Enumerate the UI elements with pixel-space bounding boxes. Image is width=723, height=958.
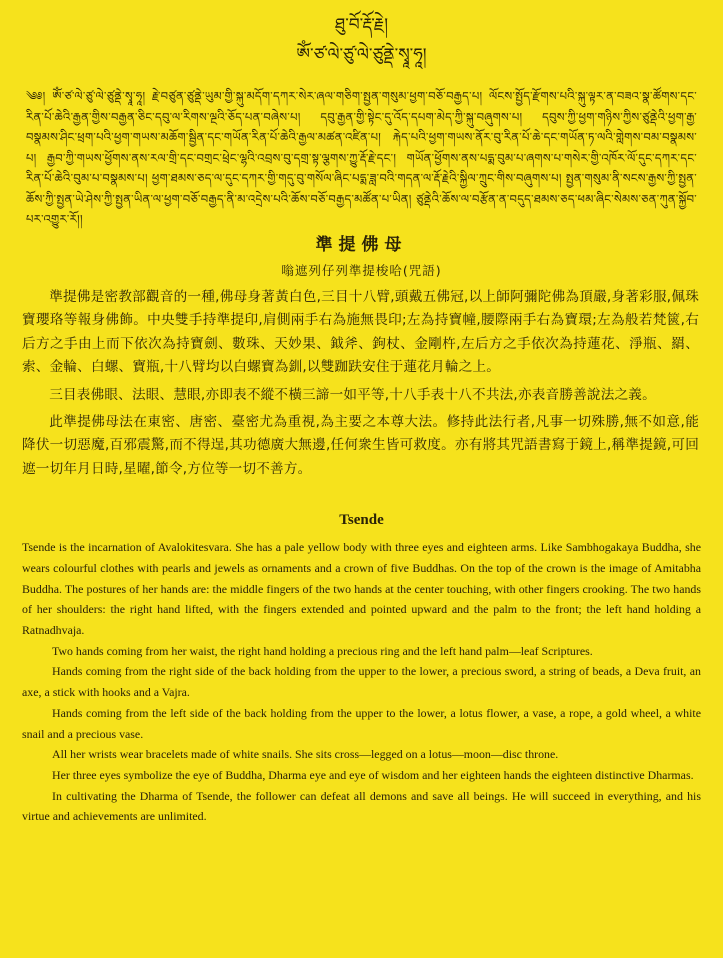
english-paragraph: Hands coming from the left side of the back holding from the upper to the lower, a lotus flower, a vase, a rope, a gold wheel, a white snail and a precious vase.: [22, 705, 701, 741]
chinese-paragraph: 三目表佛眼、法眼、慧眼,亦即表不縱不橫三諦一如平等,十八手表十八不共法,亦表音勝善說法之義。: [49, 386, 656, 403]
chinese-mantra: 嗡遮列仔列準提梭哈(咒語): [281, 263, 442, 278]
chinese-paragraph: 此準提佛母法在東密、唐密、臺密尤為重視,為主要之本尊大法。修持此法行者,凡事一切殊勝,無不如意,能降伏一切惡魔,百邪震驚,而不得逞,其功德廣大無邊,任何衆生皆可救度。亦有將其咒語書寫于鏡上,稱準提鏡,可回遮一切年月日時,星曜,節令,方位等一切不善方。: [22, 414, 699, 477]
chinese-title: 準提佛母: [315, 235, 408, 255]
tibetan-mantra: ཨོཾ་ཙ་ལེ་ཙུ་ལེ་ཙུནྡེ་སྭཱ་ཧཱ།: [296, 45, 427, 65]
tibetan-title: ཐུ་བོ་རྡོ་རྗེ།: [334, 15, 389, 35]
english-paragraph: Two hands coming from her waist, the right hand holding a precious ring and the left hand palm—leaf Scriptures.: [52, 643, 593, 658]
english-paragraph: Her three eyes symbolize the eye of Buddha, Dharma eye and eye of wisdom and her eighteen hands the eighteen distinctive Dharmas.: [52, 767, 694, 782]
english-paragraph: In cultivating the Dharma of Tsende, the follower can defeat all demons and save all beings. He will succeed in everything, and his virtue and achievements are unlimited.: [22, 788, 701, 824]
english-paragraph: Tsende is the incarnation of Avalokitesvara. She has a pale yellow body with three eyes and eighteen arms. Like Sambhogakaya Buddha, she wears colourful clothes with pearls and jewels as ornaments and a crown of five Buddhas. On the top of the crown is the image of Amitabha Buddha. The postures of her hands are: the middle fingers of the two hands at the center touching, with other fingers crooking. The two hands of her shoulders: the right hand lifted, with the fingers extended and pointed upward and the palm to the front; the left hand holding a Ratnadhvaja.: [22, 540, 701, 638]
english-title: Tsende: [339, 512, 384, 529]
chinese-body: [22, 286, 699, 481]
tibetan-body: ༄༅། ཨོཾ་ཙ་ལེ་ཙུ་ལེ་ཙུནྡེ་སྭཱ་ཧཱ། རྗེ་བཙུན་ཙུནྡེ་ཡུམ་གྱི་སྐུ་མདོག་དཀར་སེར་ཞལ་གཅིག་སྤྱན་གསུམ་ཕྱག་བཅོ་བརྒྱད་པ། ལོངས་སྤྱོད་རྫོགས་པའི་སྐུ་ལྟར་ན་བཟའ་སྣ་ཚོགས་དང་རིན་པོ་ཆེའི་རྒྱན་གྱིས་བརྒྱན་ཅིང་དབུ་ལ་རིགས་ལྔའི་ཅོད་པན་བཞེས་པ། དབུ་རྒྱན་གྱི་སྟེང་དུ་འོད་དཔག་མེད་ཀྱི་སྐུ་བཞུགས་པ། དབུས་ཀྱི་ཕྱག་གཉིས་ཀྱིས་ཙུནྡེའི་ཕྱག་རྒྱ་བསྣམས་ཤིང་ཕྲག་པའི་ཕྱག་གཡས་མཆོག་སྦྱིན་དང་གཡོན་རིན་པོ་ཆེའི་རྒྱལ་མཚན་འཛིན་པ། རྐེད་པའི་ཕྱག་གཡས་ནོར་བུ་རིན་པོ་ཆེ་དང་གཡོན་ཏ་ལའི་གླེགས་བམ་བསྣམས་པ། རྒྱབ་ཀྱི་གཡས་ཕྱོགས་ནས་རལ་གྲི་དང་བགྲང་ཕྲེང་ལྷའི་འབྲས་བུ་དགྲ་སྟ་ལྕགས་ཀྱུ་རྡོ་རྗེ་དང་། གཡོན་ཕྱོགས་ནས་པདྨ་བུམ་པ་ཞགས་པ་གསེར་གྱི་འཁོར་ལོ་དུང་དཀར་དང་རིན་པོ་ཆེའི་བུམ་པ་བསྣམས་པ། ཕྱག་ཐམས་ཅད་ལ་དུང་དཀར་གྱི་གདུ་བུ་གསོལ་ཞིང་པདྨ་ཟླ་བའི་གདན་ལ་རྡོ་རྗེའི་སྐྱིལ་ཀྲུང་གིས་བཞུགས་པ། སྤྱན་གསུམ་ནི་སངས་རྒྱས་ཀྱི་སྤྱན་ཆོས་ཀྱི་སྤྱན་ཡེ་ཤེས་ཀྱི་སྤྱན་ཡིན་ལ་ཕྱག་བཅོ་བརྒྱད་ནི་མ་འདྲེས་པའི་ཆོས་བཅོ་བརྒྱད་མཚོན་པ་ཡིན། ཙུནྡེའི་ཆོས་ལ་བརྩོན་ན་བདུད་ཐམས་ཅད་ཕམ་ཞིང་སེམས་ཅན་ཀུན་སྐྱོབ་པར་འགྱུར་རོ།།: [26, 89, 697, 226]
english-body: [22, 537, 701, 827]
english-paragraph: Hands coming from the right side of the back holding from the upper to the lower, a precious sword, a string of beads, a Deva fruit, an axe, a stick with hooks and a Vajra.: [22, 664, 701, 700]
english-paragraph: All her wrists wear bracelets made of white snails. She sits cross—legged on a lotus—moon—disc throne.: [52, 747, 559, 762]
chinese-paragraph: 準提佛是密教部觀音的一種,佛母身著黃白色,三目十八臂,頭戴五佛冠,以上師阿彌陀佛為頂嚴,身著彩服,佩珠寶瓔珞等報身佛飾。中央雙手持準提印,肩側兩手右為施無畏印;左為持寶幢,腰際兩手右為寶環;左為般若梵篋,右后方之手由上而下依次為持寶劍、數珠、天妙果、鉞斧、鉤杖、金剛杵,左后方之手依次為持蓮花、淨瓶、羂、索、金輪、白螺、寶瓶,十八臂均以白螺寶為釧,以雙跏趺安住于蓮花月輪之上。: [22, 289, 699, 376]
